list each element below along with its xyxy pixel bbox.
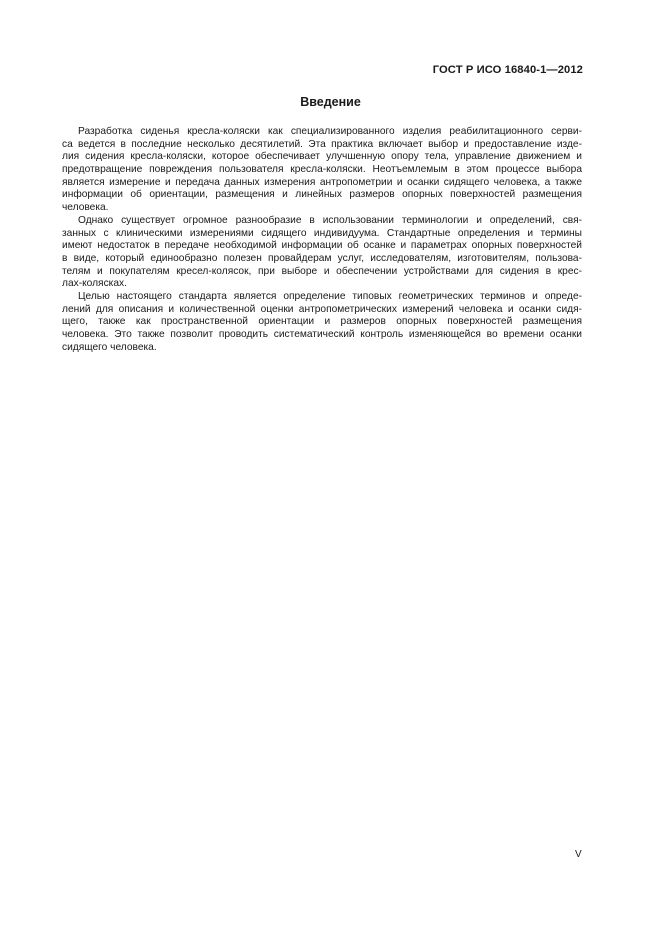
text-line: в виде, который единообразно полезен провайдерам услуг, исследователям, изготовителям, пользова- <box>62 252 582 264</box>
document-body <box>62 126 582 354</box>
text-line: лах-колясках. <box>62 278 127 290</box>
text-line: са ведется в последние несколько десятилетий. Эта практика включает выбор и предоставление изде- <box>62 138 582 150</box>
text-line: Однако существует огромное разнообразие в использовании терминологии и определений, свя- <box>78 214 582 226</box>
text-line: лия сидения кресла-коляски, которое обеспечивает улучшенную опору тела, управление движением и <box>62 151 582 163</box>
paragraph-1 <box>62 126 582 215</box>
text-line: человека. <box>62 202 109 214</box>
text-line: информации об ориентации, размещения и линейных размеров опорных поверхностей размещения <box>62 189 582 201</box>
text-line: человека. Это также позволит проводить систематический контроль изменяющейся во времени осанки <box>62 329 582 340</box>
text-line: сидящего человека. <box>62 341 157 353</box>
text-line: является измерение и передача данных измерения антропометрии и осанки сидящего человека, а также <box>62 176 582 188</box>
text-line: занных с клиническими измерениями сидящего индивидуума. Стандартные определения и термины <box>62 227 582 239</box>
text-line: имеют недостаток в передаче необходимой информации об осанке и параметрах опорных поверхностей <box>62 240 582 252</box>
text-line: Целью настоящего стандарта является определение типовых геометрических терминов и опреде- <box>78 290 582 302</box>
text-line: телям и покупателям кресел-колясок, при выборе и обеспечении устройствами для сидения в крес- <box>62 265 582 277</box>
document-header-standard-code: ГОСТ Р ИСО 16840-1—2012 <box>432 64 583 76</box>
paragraph-3 <box>62 291 582 354</box>
text-line: предотвращение повреждения пользователя кресла-коляски. Неотъемлемым в этом процессе выбора <box>62 164 582 176</box>
section-title: Введение <box>300 95 361 109</box>
text-line: щего, также как пространственной ориентации и размеров опорных поверхностей размещения <box>62 316 582 328</box>
paragraph-2 <box>62 215 582 291</box>
text-line: лений для описания и количественной оценки антропометрических измерений человека и осанки сидя- <box>62 303 582 315</box>
text-line: Разработка сиденья кресла-коляски как специализированного изделия реабилитационного серви- <box>78 126 582 137</box>
page-number: V <box>575 849 582 860</box>
